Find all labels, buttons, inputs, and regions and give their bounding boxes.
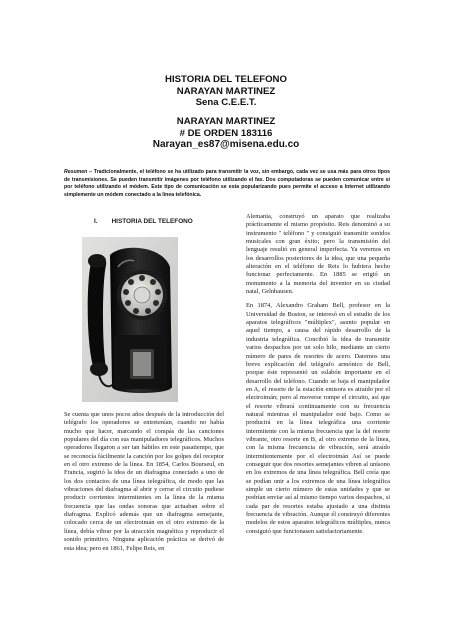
abstract-text: – Tradicionalmente, el teléfono se ha utilizado para transmitir la voz, sin embargo, cada vez se usa más para otros tipos de transmisiones. Se pueden transmitir imágenes por teléfono utilizando el fax. Dos computadoras se pueden comunicar entre sí por teléfono utilizando el módem. Este tipo de comunicación se esta popularizando pues permite el acceso a Internet utilizando simplemente un módem conectado a la línea telefónica. <box>64 169 390 198</box>
abstract-label: Resumen <box>64 169 88 175</box>
institution-name: Sena C.E.E.T. <box>195 97 257 109</box>
telephone-photo <box>82 237 178 402</box>
body-paragraph: Alemania, construyó un aparato que realizaba prácticamente el mismo propósito. Reis denominó a su instrumento " teléfono " y consiguió transmitir sonidos musicales con gran éxito; pero la transmisión del lenguaje resultó en general imperfecta. Ya veremos en los desarrollos posteriores de la idea, que una pequeña alteración en el teléfono de Reis lo hubiera hecho funcionar perfectamente. En 1885 se erigió un monumento a la memoria del inventor en su ciudad natal, Gelnhausen. <box>246 213 390 296</box>
section-heading <box>64 218 224 226</box>
author-name-secondary: NARAYAN MARTINEZ <box>176 116 276 127</box>
title-block <box>0 74 452 109</box>
author-name: NARAYAN MARTINEZ <box>176 85 276 97</box>
section-number: I. <box>94 218 98 225</box>
left-column <box>64 411 224 559</box>
abstract <box>64 169 390 199</box>
document-title: HISTORIA DEL TELEFONO <box>165 74 287 85</box>
section-heading-wrap <box>64 218 224 226</box>
body-paragraph: En 1874, Alexandro Graham Bell, profesor en la Universidad de Boston, se interesó en el estudio de los aparatos telegráficos "múltiplex", asunto popular en aquel tiempo, a causa del rápido desarrollo de la industria telegráfica. Concibió la idea de transmitir varios despachos por un solo hilo, mediante un cierto número de pares de resortes de acero. Daremos una breve explicación del telégrafo armónico de Bell, porque éste representó un eslabón importante en el desarrollo del teléfono. Cuando se baja el manipulador en A, el resorte de la estación emisora es atraído por el electroimán; pero al moverse rompe el circuito, así que el resorte vibrará continuamente con su frecuencia natural mientras el manipulador esté bajo. Como se producirá en la línea telegráfica una corriente intermitente con la misma frecuencia que la del resorte vibrante, otro resorte en B, al otro extremo de la línea, con la misma frecuencia de vibración, será atraído intermitentemente por el electroimán Así se puede conseguir que dos resortes semejantes vibren al unísono en los extremos de una línea telegráfica. Bell creía que se podían unir a los extremos de una línea telegráfica simple un cierto número de estas unidades y que se podrían enviar así al mismo tiempo varios despachos, si cada par de resortes estaba ajustado a una distinta frecuencia de vibración. Aunque él construyó diferentes modelos de estos aparatos telegráficos múltiples, nunca consiguió que funcionasen satisfactoriamente. <box>246 302 390 535</box>
section-title: HISTORIA DEL TELEFONO <box>111 218 193 225</box>
right-column <box>246 213 390 542</box>
body-paragraph: Se cuenta que unos pocos años después de la introducción del telégrafo los operadores se entretenían, cuando no había mucho que hacer, marcando el compás de las canciones populares del día con sus manipuladores telegráficos. Muchos operadores llegaron a ser tan hábiles en este pasatiempo, que se reconocía fácilmente la canción por los golpes del receptor en el otro extremo de la línea. En 1854, Carlos Bourseul, en Francia, sugirió la idea de un diafragma conectado a uno de los dos contactos de una línea telegráfica, de modo que las vibraciones del diafragma al abrir y cerrar el circuito pudiese producir corrientes intermitentes en la línea de la misma frecuencia que las ondas sonoras que actuaban sobre el diafragma. Explicó además que un diafragma semejante, colocado cerca de un electroimán en el otro extremo de la línea, debía vibrar por la atracción magnética y reproducir el sonido primitivo. Ninguna aplicación práctica se derivó de esta idea; pero en 1861, Felipe Reis, en <box>64 411 224 552</box>
author-block <box>0 116 452 151</box>
vintage-wall-telephone-icon <box>82 237 178 402</box>
author-email: Narayan_es87@misena.edu.co <box>152 139 300 151</box>
order-number: # DE ORDEN 183116 <box>179 127 273 139</box>
